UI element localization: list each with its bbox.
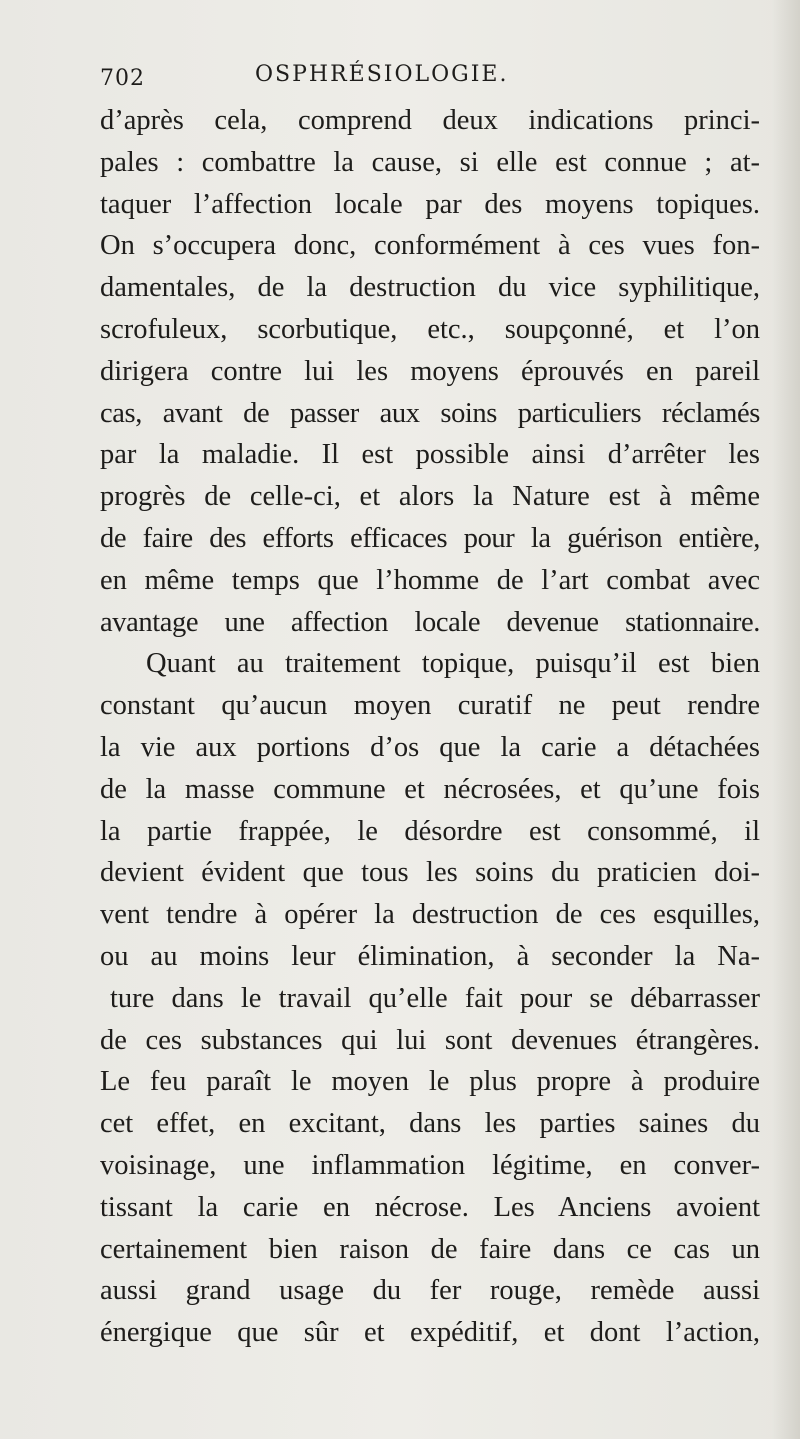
page-header (100, 60, 740, 100)
text-line: d’après cela, comprend deux indications princi- (100, 105, 760, 136)
text-line: ture dans le travail qu’elle fait pour se débarrasser (110, 982, 760, 1014)
text-line: devient évident que tous les soins du praticien doi- (100, 857, 760, 889)
text-line: la vie aux portions d’os que la carie a détachées (100, 731, 760, 763)
text-line: la partie frappée, le désordre est consommé, il (100, 815, 760, 847)
page-edge-shadow (772, 0, 800, 1439)
page-number: 702 (100, 66, 145, 91)
text-line: cet effet, en excitant, dans les parties saines du (100, 1108, 760, 1140)
text-line: de ces substances qui lui sont devenues étrangères. (100, 1024, 760, 1056)
text-line: tissant la carie en nécrose. Les Anciens avoient (100, 1191, 760, 1223)
text-line: avantage une affection locale devenue stationnaire. (100, 606, 760, 638)
text-line: par la maladie. Il est possible ainsi d’arrêter les (100, 439, 760, 471)
text-line: cas, avant de passer aux soins particuliers réclamés (100, 397, 760, 429)
text-line: de faire des efforts efficaces pour la guérison entière, (100, 522, 760, 554)
text-line: damentales, de la destruction du vice syphilitique, (100, 272, 760, 304)
text-line: pales : combattre la cause, si elle est connue ; at- (100, 146, 760, 178)
text-line: de la masse commune et nécrosées, et qu’une fois (100, 773, 760, 805)
text-line: Le feu paraît le moyen le plus propre à produire (100, 1066, 760, 1098)
running-head: OSPHRÉSIOLOGIE. (255, 62, 509, 87)
text-line: ou au moins leur élimination, à seconder la Na- (100, 940, 760, 972)
text-line: scrofuleux, scorbutique, etc., soupçonné, et l’on (100, 313, 760, 345)
text-line: Quant au traitement topique, puisqu’il est bien (146, 648, 760, 680)
text-line: constant qu’aucun moyen curatif ne peut rendre (100, 690, 760, 722)
text-line: voisinage, une inflammation légitime, en conver- (100, 1149, 760, 1181)
text-line: On s’occupera donc, conformément à ces vues fon- (100, 230, 760, 262)
text-line: dirigera contre lui les moyens éprouvés en pareil (100, 355, 760, 387)
text-line: en même temps que l’homme de l’art combat avec (100, 564, 760, 596)
text-line: taquer l’affection locale par des moyens topiques. (100, 188, 760, 220)
text-line: énergique que sûr et expéditif, et dont l’action, (100, 1317, 760, 1349)
body-text (100, 100, 760, 1354)
text-line: vent tendre à opérer la destruction de ces esquilles, (100, 899, 760, 931)
text-line: aussi grand usage du fer rouge, remède aussi (100, 1275, 760, 1307)
text-line: certainement bien raison de faire dans ce cas un (100, 1233, 760, 1265)
text-line: progrès de celle-ci, et alors la Nature est à même (100, 481, 760, 513)
